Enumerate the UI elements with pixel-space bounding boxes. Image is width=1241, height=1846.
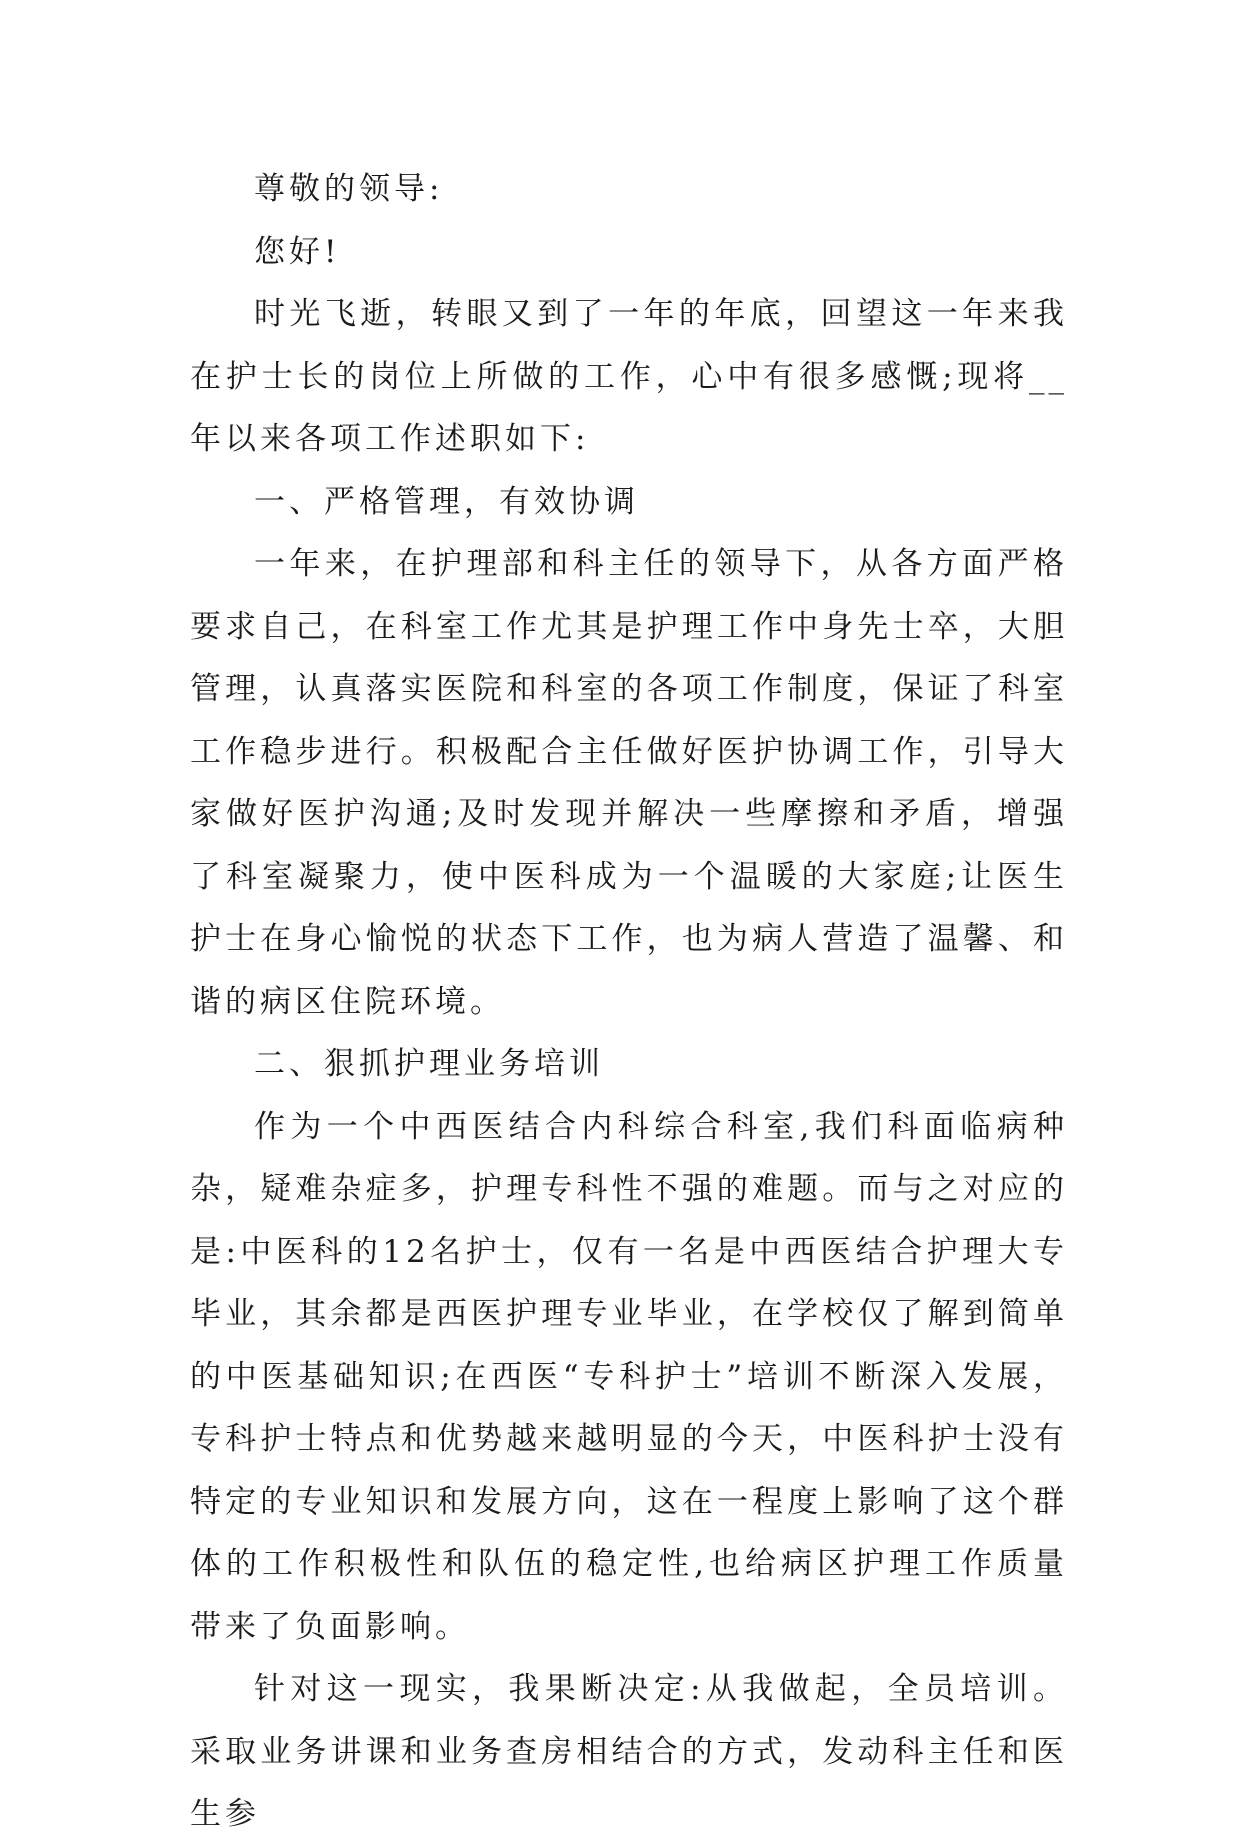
section1-paragraph: 一年来，在护理部和科主任的领导下，从各方面严格要求自己，在科室工作尤其是护理工作中身先士卒，大胆管理，认真落实医院和科室的各项工作制度，保证了科室工作稳步进行。积极配合主任做好医护协调工作，引导大家做好医护沟通;及时发现并解决一些摩擦和矛盾，增强了科室凝聚力，使中医科成为一个温暖的大家庭;让医生护士在身心愉悦的状态下工作，也为病人营造了温馨、和谐的病区住院环境。 xyxy=(190,546,1068,1020)
salutation: 尊敬的领导: xyxy=(254,171,444,207)
section2-paragraph: 作为一个中西医结合内科综合科室,我们科面临病种杂，疑难杂症多，护理专科性不强的难题。而与之对应的是:中医科的12名护士，仅有一名是中西医结合护理大专毕业，其余都是西医护理专业毕业，在学校仅了解到简单的中医基础知识;在西医“专科护士”培训不断深入发展，专科护士特点和优势越来越明显的今天，中医科护士没有特定的专业知识和发展方向，这在一程度上影响了这个群体的工作积极性和队伍的稳定性,也给病区护理工作质量带来了负面影响。 xyxy=(190,1108,1068,1645)
section2-paragraph-2: 针对这一现实，我果断决定:从我做起，全员培训。采取业务讲课和业务查房相结合的方式，发动科主任和医生参 xyxy=(190,1671,1068,1832)
section2-heading: 二、狠抓护理业务培训 xyxy=(254,1046,604,1082)
section1-heading: 一、严格管理，有效协调 xyxy=(254,483,639,520)
document-body xyxy=(190,158,1068,1846)
greeting: 您好! xyxy=(254,233,341,270)
intro-paragraph: 时光飞逝，转眼又到了一年的年底，回望这一年来我在护士长的岗位上所做的工作，心中有很多感慨;现将__年以来各项工作述职如下: xyxy=(190,296,1068,457)
